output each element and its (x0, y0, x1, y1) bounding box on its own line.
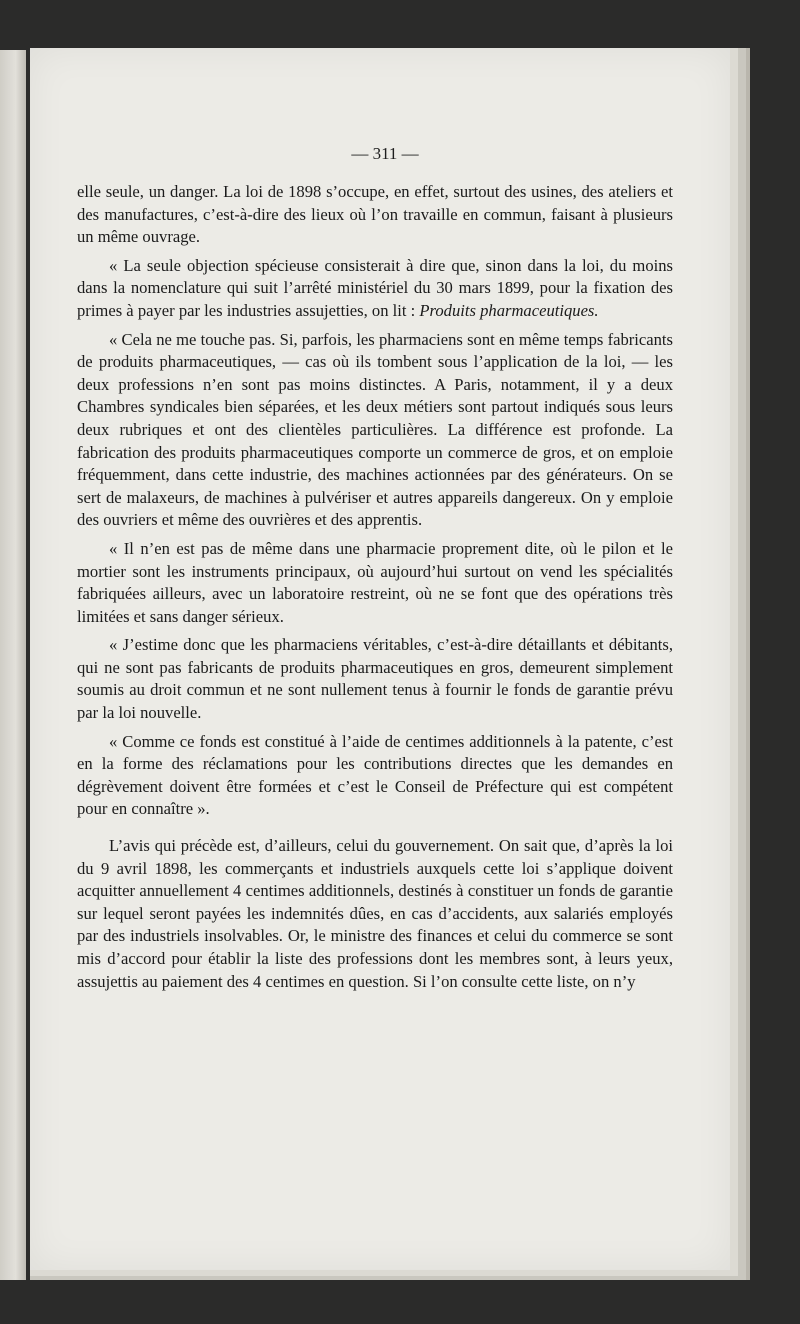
adjacent-page-edge (0, 50, 26, 1280)
book-page (30, 48, 730, 1270)
paragraph-6: « Comme ce fonds est constitué à l’aide de centimes additionnels à la patente, c’est en la forme des réclamations pour les contributions directes que les demandes en dégrèvement doivent être formées et c’est le Conseil de Préfecture qui est compétent pour en connaître ». (77, 731, 673, 819)
paragraph-3: « Cela ne me touche pas. Si, parfois, les pharmaciens sont en même temps fabricants de produits pharmaceutiques, — cas où ils tombent sous l’application de la loi, — les deux professions n’en sont pas moins distinctes. A Paris, notamment, il y a deux Chambres syndicales bien séparées, et les deux métiers sont partout indiqués sous leurs deux rubriques et ont des clientèles particulières. La différence est profonde. La fabrication des produits pharmaceutiques comporte un commerce de gros, et on emploie fréquemment, dans cette industrie, des machines actionnées par des générateurs. On se sert de malaxeurs, de machines à pulvériser et autres appareils dangereux. On y emploie des ouvriers et même des ouvrières et des apprentis. (77, 329, 673, 530)
emphasis-produits-pharmaceutiques: Produits pharmaceutiques. (419, 300, 599, 320)
paragraph-4: « Il n’en est pas de même dans une pharmacie proprement dite, où le pilon et le mortier sont les instruments principaux, où aujourd’hui surtout on vend les spécialités fabriquées ailleurs, avec un laboratoire restreint, où ne se font que des opérations très limitées et sans danger sérieux. (77, 538, 673, 626)
paragraph-2: « La seule objection spécieuse consisterait à dire que, sinon dans la loi, du moins dans la nomenclature qui suit l’arrêté ministériel du 30 mars 1899, pour la fixation des primes à payer par les industries assujetties, on lit : Produits pharmaceutiques. (77, 255, 673, 320)
page-number: — 311 — (351, 144, 419, 163)
paragraph-7: L’avis qui précède est, d’ailleurs, celui du gouvernement. On sait que, d’après la loi du 9 avril 1898, les commerçants et industriels auxquels cette loi s’applique doivent acquitter annuellement 4 centimes additionnels, destinés à constituer un fonds de garantie sur lequel seront payées les indemnités dûes, en cas d’accidents, aux salariés employés par des industriels insolvables. Or, le ministre des finances et celui du commerce se sont mis d’accord pour établir la liste des professions dont les membres sont, à leurs yeux, assujettis au paiement des 4 centimes en question. Si l’on consulte cette liste, on n’y (77, 836, 673, 991)
body-text (77, 181, 673, 999)
paragraph-1: elle seule, un danger. La loi de 1898 s’occupe, en effet, surtout des usines, des ateliers et des manufactures, c’est-à-dire des lieux où l’on travaille en commun, faisant à plusieurs un même ouvrage. (77, 182, 673, 247)
paragraph-5: « J’estime donc que les pharmaciens véritables, c’est-à-dire détaillants et débitants, qui ne sont pas fabricants de produits pharmaceutiques en gros, demeurent simplement soumis au droit commun et ne sont nullement tenus à fournir le fonds de garantie prévu par la loi nouvelle. (77, 635, 673, 723)
